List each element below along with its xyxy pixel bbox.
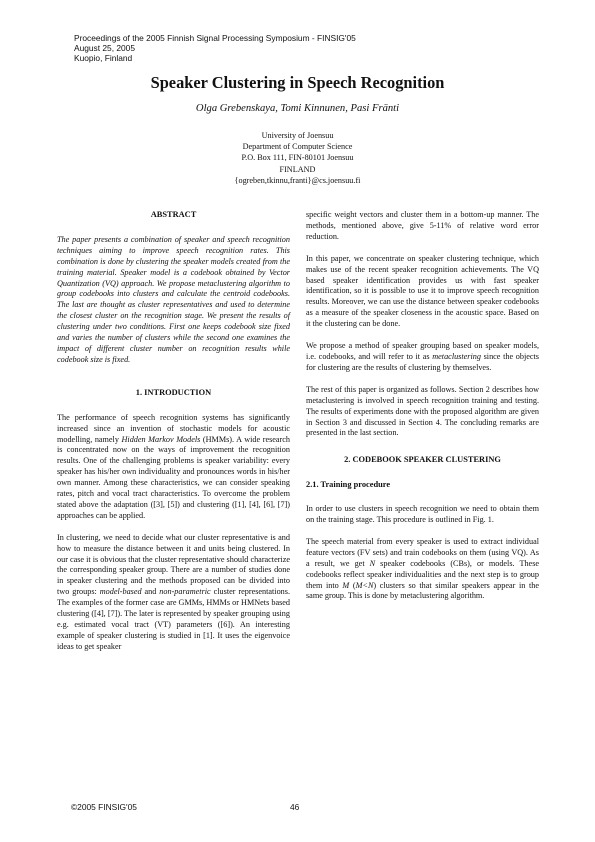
proceedings-location: Kuopio, Finland xyxy=(74,53,133,63)
right-column xyxy=(306,210,539,602)
proceedings-date: August 25, 2005 xyxy=(74,43,136,53)
intro-paragraph-5: We propose a method of speaker grouping based on speaker models, i.e. codebooks, and will refer to it as metaclustering since the objects for clustering are the results of clustering by themselves. xyxy=(306,341,539,372)
section-2-heading: 2. CODEBOOK SPEAKER CLUSTERING xyxy=(344,455,501,465)
intro-paragraph-4: In this paper, we concentrate on speaker clustering technique, which makes use of the recent speaker recognition achievements. The VQ based speaker identification provides us with fast speaker identification, so it is possible to use it to improve speech recognition results. Moreover, we can use the distance between speaker codebooks as a measure of the speaker closeness in the acoustic space. Based on it the clustering can be done. xyxy=(306,253,539,329)
footer-copyright: ©2005 FINSIG'05 xyxy=(71,802,137,812)
affiliation-emails: {ogreben,tkinnu,franti}@cs.joensuu.fi xyxy=(234,175,361,185)
paper-title: Speaker Clustering in Speech Recognition xyxy=(150,73,445,92)
abstract-heading: ABSTRACT xyxy=(150,210,197,219)
intro-paragraph-6: The rest of this paper is organized as follows. Section 2 describes how metaclustering is involved in speech recognition training and testing. The results of experiments done with the proposed algorithm are given in Section 3 and discussed in Section 4. The concluding remarks are presented in the last section. xyxy=(306,384,539,438)
paper-authors: Olga Grebenskaya, Tomi Kinnunen, Pasi Fränti xyxy=(195,103,400,114)
proceedings-header xyxy=(74,33,356,63)
intro-paragraph-1: The performance of speech recognition systems has significantly increased since an invention of stochastic models for acoustic modelling, namely Hidden Markov Models (HMMs). A wide research is concentrated now on the ways of improvement the recognition results. One of the challenging problems is speaker variability: every speaker has his/her own individuality and pronounces words in his/her own manner. Among these characteristics, we can consider speaking rates, pitch and vocal tract characteristics. To overcome the problem stated above the adaptation ([3], [5]) and clustering ([1], [4], [6], [7]) approaches can be applied. xyxy=(57,412,290,520)
affiliation-department: Department of Computer Science xyxy=(242,142,353,152)
page-number: 46 xyxy=(290,802,300,812)
affiliation-country: FINLAND xyxy=(279,164,316,174)
section-2-paragraph-2: The speech material from every speaker is used to extract individual feature vectors (FV sets) and train codebooks on them (using VQ). As a result, we get N speaker codebooks (CBs), or models. These codebooks reflect speaker individualities and the next step is to group them into M (M<N) clusters so that similar speakers appear in the same group. This is done by metaclustering algorithm. xyxy=(306,536,540,601)
intro-paragraph-2: In clustering, we need to decide what our cluster representative is and how to measure the distance between it and units being clustered. In our case it is obvious that the cluster representative should characterize the corresponding speaker group. There are a number of studies done in speaker clustering and the methods proposed can be divided into two groups: model-based and non-parametric cluster representations. The examples of the former case are GMMs, HMMs or HMNets based clustering ([4], [7]). The later is represented by speaker grouping using e.g. estimated vocal tract (VT) parameters ([6]). An interesting example of speaker clustering is studied in [1]. It uses the eigenvoice ideas to get speaker xyxy=(57,532,290,651)
left-column xyxy=(57,210,290,653)
section-1-heading: 1. INTRODUCTION xyxy=(135,387,212,397)
affiliation-address: P.O. Box 111, FIN-80101 Joensuu xyxy=(241,153,354,163)
affiliation-university: University of Joensuu xyxy=(261,131,334,140)
section-2-paragraph-1: In order to use clusters in speech recognition we need to obtain them on the training stage. This procedure is outlined in Fig. 1. xyxy=(306,504,539,525)
affiliation-block xyxy=(0,130,595,186)
intro-paragraph-3: specific weight vectors and cluster them in a bottom-up manner. The methods, mentioned above, give 5-11% of relative word error reduction. xyxy=(306,210,539,241)
abstract-text: The paper presents a combination of speaker and speech recognition techniques aiming to improve speech recognition rates. This combination is done by clustering the speaker models created from the training material. Speaker model is a codebook obtained by Vector Quantization (VQ) approach. We propose metaclustering algorithm to group codebooks into clusters and calculate the centroid codebooks. The last are thought as cluster representatives and used to determine the closest cluster on the recognition stage. We present the results of clustering under two conditions. First one keeps codebook size fixed and varies the number of clusters while the second one examines the impact of different cluster number on recognition results while codebook size is fixed. xyxy=(57,234,290,364)
subsection-2-1-heading: 2.1. Training procedure xyxy=(306,480,391,490)
proceedings-title: Proceedings of the 2005 Finnish Signal Processing Symposium - FINSIG'05 xyxy=(74,33,356,43)
